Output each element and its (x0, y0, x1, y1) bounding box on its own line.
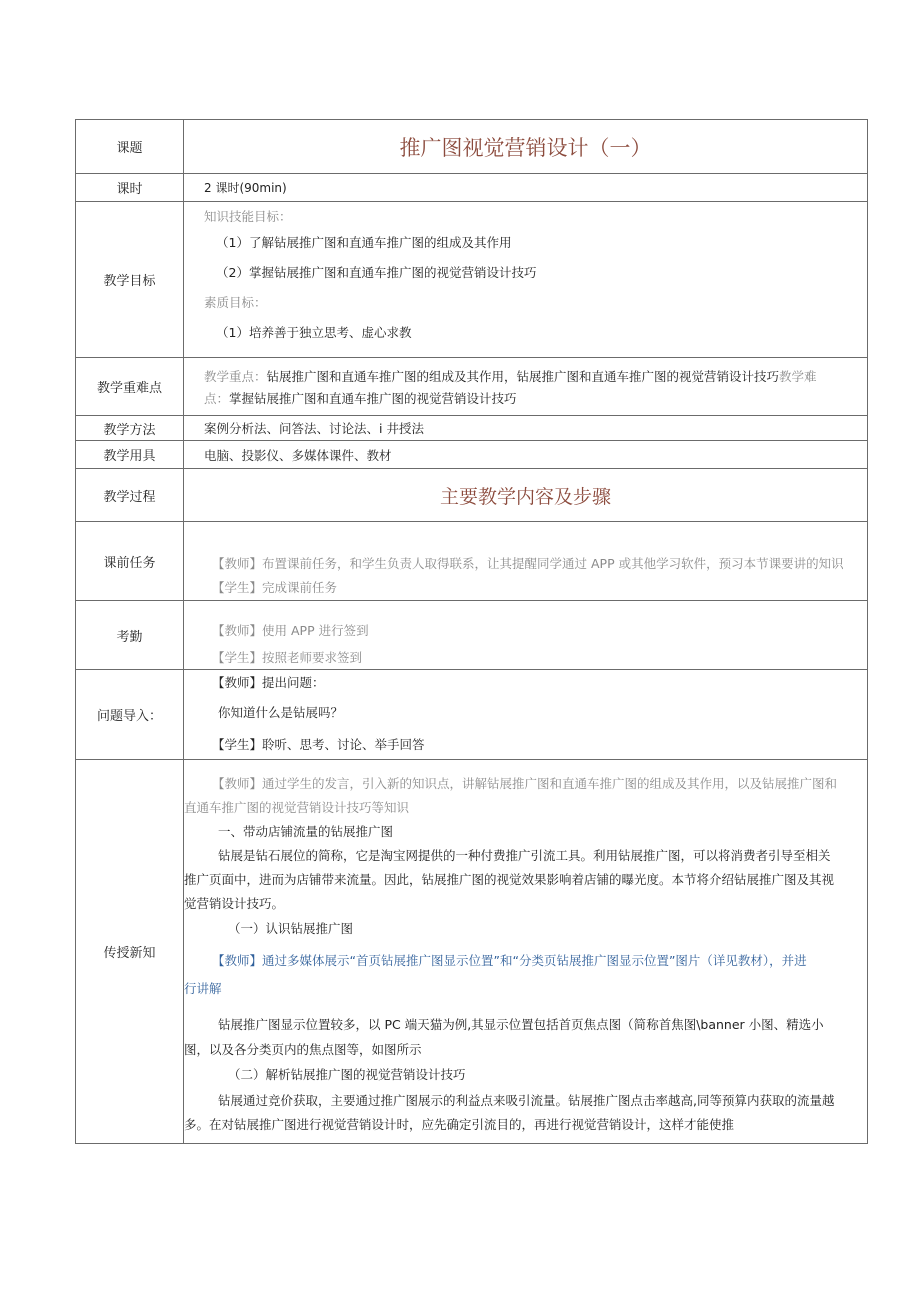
hours-label: 课时 (76, 174, 184, 202)
row-objectives (76, 202, 868, 358)
nk-p5-line1: 钻展通过竞价获取，主要通过推广图展示的利益点来吸引流量。钻展推广图点击率越高,同等预算内获取的流量越 (218, 1093, 835, 1108)
process-header-left: 教学过程 (76, 469, 184, 522)
nk-p3-tag: 【教师】 (212, 953, 263, 968)
nk-heading-2: （一）认识钻展推广图 (228, 921, 354, 936)
methods-label: 教学方法 (76, 416, 184, 441)
difficulty-text: 掌握钻展推广图和直通车推广图的视觉营销设计技巧 (229, 391, 517, 406)
objective-item-2: （2）掌握钻展推广图和直通车推广图的视觉营销设计技巧 (216, 265, 537, 280)
objective-item-1: （1）了解钻展推广图和直通车推广图的组成及其作用 (216, 235, 512, 250)
pre-class-teacher-tag: 【教师】 (212, 556, 263, 571)
difficulty-label-1: 教学难 (779, 369, 817, 384)
row-attendance (76, 601, 868, 670)
topic-title: 推广图视觉营销设计（一） (184, 120, 868, 174)
row-hours (76, 174, 868, 202)
nk-p1-tag: 【教师】 (212, 776, 263, 791)
objectives-content (184, 202, 868, 358)
quality-heading: 素质目标： (204, 295, 267, 310)
intro-question: 你知道什么是钻展吗？ (218, 705, 344, 720)
nk-p3-line1: 通过多媒体展示“首页钻展推广图显示位置”和“分类页钻展推广图显示位置”图片（详见教材），并进 (262, 953, 807, 968)
nk-p1-line2: 直通车推广图的视觉营销设计技巧等知识 (184, 800, 410, 815)
hours-value: 2 课时(90min) (184, 174, 868, 202)
key-points-label: 教学重难点 (76, 358, 184, 416)
row-tools (76, 441, 868, 469)
nk-heading-1: 一、带动店铺流量的钻展推广图 (218, 824, 394, 839)
tools-label: 教学用具 (76, 441, 184, 469)
intro-student-text: 聆听、思考、讨论、举手回答 (262, 737, 425, 752)
new-knowledge-content (184, 760, 868, 1144)
knowledge-heading: 知识技能目标： (204, 209, 292, 224)
pre-class-content (184, 522, 868, 601)
row-new-knowledge (76, 760, 868, 1144)
nk-heading-3: （二）解析钻展推广图的视觉营销设计技巧 (228, 1067, 466, 1082)
nk-p2-line2: 推广页面中，进而为店铺带来流量。因此，钻展推广图的视觉效果影响着店铺的曝光度。本节将介绍钻展推广图及其视 (184, 872, 835, 887)
intro-student-tag: 【学生】 (212, 737, 263, 752)
focus-label: 教学重点： (204, 369, 267, 384)
attendance-teacher-text: 使用 APP 进行签到 (262, 623, 369, 638)
intro-label: 问题导入： (76, 670, 184, 760)
nk-p3-line2: 行讲解 (184, 981, 222, 996)
row-methods (76, 416, 868, 441)
objectives-label: 教学目标 (76, 202, 184, 358)
row-key-points (76, 358, 868, 416)
row-process-header (76, 469, 868, 522)
topic-label: 课题 (76, 120, 184, 174)
pre-class-student-text: 完成课前任务 (262, 580, 338, 595)
row-intro (76, 670, 868, 760)
focus-text: 钻展推广图和直通车推广图的组成及其作用，钻展推广图和直通车推广图的视觉营销设计技巧 (266, 369, 780, 384)
attendance-label: 考勤 (76, 601, 184, 670)
process-header-right: 主要教学内容及步骤 (184, 469, 868, 522)
nk-p4-line2: 图，以及各分类页内的焦点图等，如图所示 (184, 1042, 422, 1057)
intro-teacher-tag: 【教师】 (212, 675, 263, 690)
nk-p2-line3: 觉营销设计技巧。 (184, 896, 285, 911)
pre-class-student-tag: 【学生】 (212, 580, 263, 595)
lesson-plan-table (75, 119, 868, 1144)
pre-class-teacher-text: 布置课前任务，和学生负责人取得联系，让其提醒同学通过 APP 或其他学习软件，预习本节课要讲的知识 (262, 556, 844, 571)
pre-class-label: 课前任务 (76, 522, 184, 601)
intro-content (184, 670, 868, 760)
attendance-student-tag: 【学生】 (212, 650, 263, 665)
attendance-teacher-tag: 【教师】 (212, 623, 263, 638)
attendance-content (184, 601, 868, 670)
nk-p4-line1: 钻展推广图显示位置较多，以 PC 端天猫为例,其显示位置包括首页焦点图（简称首焦图\banner 小图、精选小 (218, 1017, 824, 1032)
nk-p5-line2: 多。在对钻展推广图进行视觉营销设计时，应先确定引流目的，再进行视觉营销设计，这样才能使推 (184, 1117, 735, 1132)
row-topic (76, 120, 868, 174)
quality-item-1: （1）培养善于独立思考、虚心求教 (216, 325, 412, 340)
new-knowledge-label: 传授新知 (76, 760, 184, 1144)
key-points-content (184, 358, 868, 416)
difficulty-label-2: 点： (204, 391, 230, 406)
tools-value: 电脑、投影仪、多媒体课件、教材 (184, 441, 868, 469)
nk-p2-line1: 钻展是钻石展位的简称，它是淘宝网提供的一种付费推广引流工具。利用钻展推广图，可以将消费者引导至相关 (218, 848, 831, 863)
intro-teacher-text: 提出问题： (262, 675, 325, 690)
row-pre-class (76, 522, 868, 601)
methods-value: 案例分析法、问答法、讨论法、i 井授法 (184, 416, 868, 441)
attendance-student-text: 按照老师要求签到 (262, 650, 363, 665)
nk-p1-line1: 通过学生的发言，引入新的知识点，讲解钻展推广图和直通车推广图的组成及其作用，以及钻展推广图和 (262, 776, 838, 791)
